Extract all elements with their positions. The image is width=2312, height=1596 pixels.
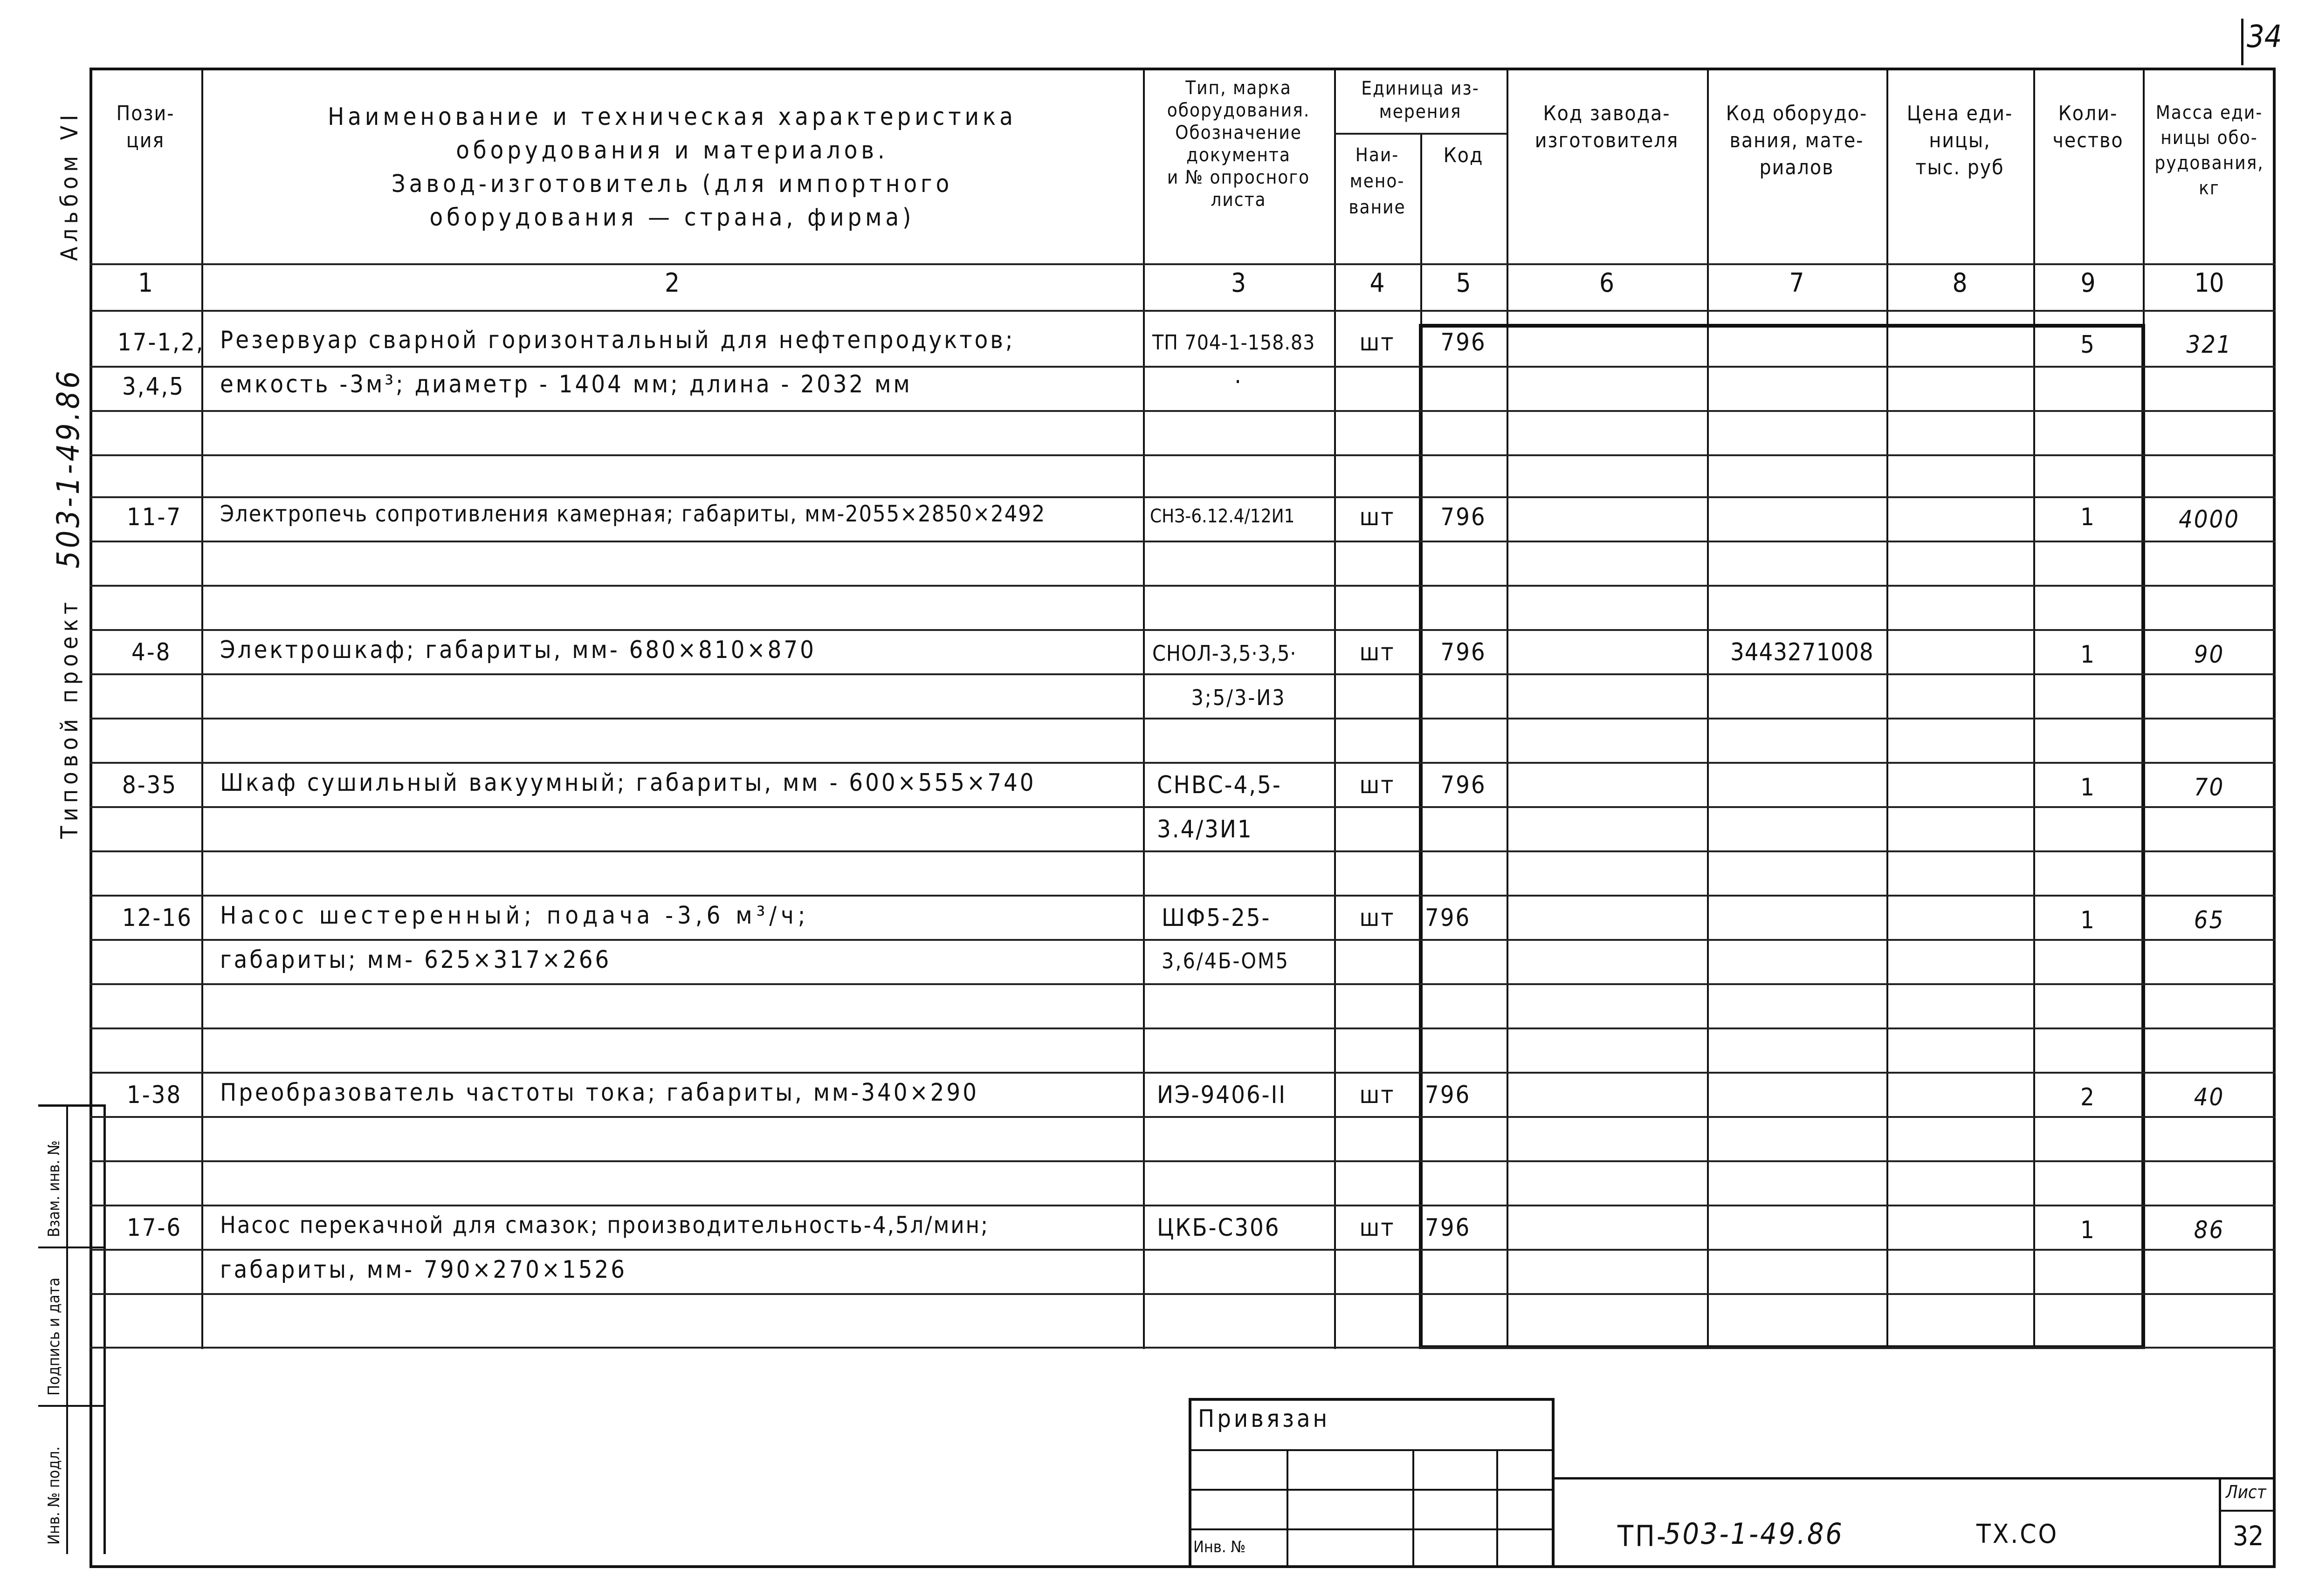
row-line [89,1205,2276,1206]
cell-quantity: 1 [2080,641,2096,669]
cell-mass: 70 [2194,774,2225,801]
cell-name: Преобразователь частоты тока; габариты, мм-340×290 [220,1079,979,1107]
row-line [89,1293,2276,1295]
cell-type: 3,6/4Б-ОМ5 [1162,948,1289,973]
row-line [89,762,2276,764]
header-quantity: Коли- чество [2052,102,2124,152]
row-line [89,1249,2276,1251]
privyazan-line [1189,1449,1555,1451]
header-unit-code: Код [1443,144,1484,167]
cell-position: 12-16 [122,904,193,932]
cell-position: 3,4,5 [122,373,185,401]
row-line [89,496,2276,498]
row-line [89,939,2276,941]
cell-name: габариты, мм- 790×270×1526 [220,1256,627,1284]
cell-code: 796 [1440,771,1486,799]
row-line [89,1072,2276,1074]
column-number: 9 [2080,268,2096,298]
cell-type: · [1234,368,1243,396]
header-mass: Масса еди- ницы обо- рудования, кг [2154,102,2264,199]
side-stamp-label-2: Подпись и дата [45,1277,63,1396]
cell-type: 3;5/3-И3 [1191,685,1286,710]
privyazan-line [1189,1528,1555,1530]
column-number: 5 [1456,268,1471,298]
code-box-left [1419,324,1423,1349]
col-divider [1507,68,1508,1349]
privyazan-vline [1496,1449,1498,1566]
cell-position: 11-7 [127,503,182,531]
row-line [89,1116,2276,1118]
row-line [89,983,2276,985]
column-number: 3 [1231,268,1246,298]
cell-unit: шт [1359,1081,1395,1109]
row-line [89,585,2276,587]
row-line [89,806,2276,808]
row-line [89,410,2276,412]
header-line [89,263,2276,265]
col-divider [2033,68,2035,1349]
row-line [89,541,2276,542]
row-line [89,673,2276,675]
doc-code-number: 503-1-49.86 [1664,1517,1844,1551]
privyazan-vline [1412,1449,1414,1566]
row-line [89,629,2276,631]
cell-code: 796 [1440,503,1486,531]
cell-unit: шт [1359,638,1395,666]
header-equip-code: Код оборудо- вания, мате- риалов [1726,102,1868,179]
cell-quantity: 1 [2080,774,2096,801]
cell-code: 796 [1425,1081,1471,1109]
cell-quantity: 1 [2080,503,2096,531]
cell-quantity: 1 [2080,1216,2096,1244]
cell-position: 17-6 [127,1214,182,1242]
cell-type: ИЭ-9406-II [1157,1081,1287,1109]
cell-code: 796 [1440,329,1486,356]
doc-code-prefix: ТП- [1617,1519,1668,1553]
col-divider [201,68,203,1349]
cell-equip-code: 3443271008 [1730,638,1874,666]
cell-unit: шт [1359,503,1395,531]
column-number: 10 [2194,268,2224,298]
project-code-side: 503-1-49.86 [50,368,86,569]
cell-type: 3.4/3И1 [1157,815,1253,843]
cell-name: Электропечь сопротивления камерная; габариты, мм-2055×2850×2492 [220,501,1046,527]
column-number: 6 [1599,268,1615,298]
column-number: 4 [1369,268,1385,298]
header-unit-group: Единица из- мерения [1361,78,1479,123]
cell-mass: 321 [2186,331,2232,359]
cell-quantity: 2 [2080,1083,2096,1111]
cell-position: 17-1,2, [117,329,205,356]
column-number: 1 [138,268,153,298]
row-line [89,454,2276,456]
row-line [89,718,2276,719]
sheet-number: 34 [2247,19,2282,55]
cell-position: 1-38 [127,1081,182,1109]
code-box-top [1419,324,2145,328]
cell-code: 796 [1425,904,1471,932]
sheet-number-bar [2241,19,2243,65]
cell-type: ТП 704-1-158.83 [1152,331,1315,355]
cell-position: 4-8 [131,638,172,666]
sheet-value: 32 [2233,1520,2264,1552]
header-line [89,310,2276,312]
cell-type: ШФ5-25- [1162,904,1271,932]
col-divider [1886,68,1888,1349]
cell-quantity: 5 [2080,331,2096,359]
row-line [89,1347,2276,1349]
cell-name: Электрошкаф; габариты, мм- 680×810×870 [220,636,816,664]
header-name: Наименование и техническая характеристика оборудования и материалов. Завод-изготовитель (для импортного оборудования — страна, фирма) [328,103,1017,232]
specification-table [89,68,2276,1568]
row-line [89,850,2276,852]
row-line [89,1027,2276,1029]
cell-unit: шт [1359,771,1395,799]
project-label: Типовой проект [56,597,83,839]
side-stamp-label-3: Взам. инв. № [45,1140,63,1237]
header-price: Цена еди- ницы, тыс. руб [1906,102,2013,179]
header-unit-name: Наи- мено- вание [1349,144,1406,218]
cell-name: емкость -3м³; диаметр - 1404 мм; длина - 2032 мм [220,370,912,398]
column-number: 8 [1952,268,1968,298]
album-label: Альбом VI [56,110,83,261]
cell-type: СНВС-4,5- [1157,771,1282,799]
sheet-label: Лист [2226,1482,2266,1502]
stamp-sheet-vline [2219,1477,2221,1568]
column-number: 7 [1789,268,1804,298]
cell-type: СНЗ-6.12.4/12И1 [1150,506,1295,527]
cell-quantity: 1 [2080,906,2096,934]
cell-code: 796 [1425,1214,1471,1242]
doc-mark: ТХ.СО [1976,1519,2059,1549]
privyazan-label: Привязан [1198,1405,1330,1433]
cell-name: Насос шестеренный; подача -3,6 м³/ч; [220,902,810,930]
row-line [89,895,2276,897]
cell-mass: 86 [2194,1216,2225,1244]
col-divider [1334,68,1336,1349]
side-stamp-label-1: Инв. № подл. [45,1446,63,1545]
cell-mass: 90 [2194,641,2225,669]
cell-name: Резервуар сварной горизонтальный для нефтепродуктов; [220,326,1015,354]
inv-label: Инв. № [1193,1538,1246,1556]
cell-name: габариты; мм- 625×317×266 [220,946,612,974]
stamp-sheet-hline [2219,1510,2276,1512]
code-box-right [2141,324,2145,1349]
cell-name: Шкаф сушильный вакуумный; габариты, мм - 600×555×740 [220,769,1036,797]
cell-mass: 40 [2194,1083,2225,1111]
privyazan-line [1189,1489,1555,1491]
col-divider [1707,68,1709,1349]
row-line [89,366,2276,368]
cell-name: Насос перекачной для смазок; производительность-4,5л/мин; [220,1212,990,1239]
header-type: Тип, марка оборудования. Обозначение документа и № опросного листа [1167,77,1310,211]
privyazan-vline [1287,1449,1288,1566]
header-position: Пози- ция [116,102,175,152]
cell-mass: 65 [2194,906,2225,934]
cell-position: 8-35 [122,771,178,799]
header-mfr-code: Код завода- изготовителя [1534,102,1679,152]
cell-type: СНОЛ-3,5·3,5· [1152,641,1297,666]
unit-group-line [1334,133,1507,135]
column-number: 2 [664,268,680,298]
cell-type: ЦКБ-С306 [1157,1214,1280,1242]
cell-unit: шт [1359,329,1395,356]
cell-unit: шт [1359,904,1395,932]
cell-unit: шт [1359,1214,1395,1242]
cell-code: 796 [1440,638,1486,666]
row-line [89,1160,2276,1162]
cell-mass: 4000 [2178,506,2240,534]
stamp-top-line [1555,1477,2276,1480]
